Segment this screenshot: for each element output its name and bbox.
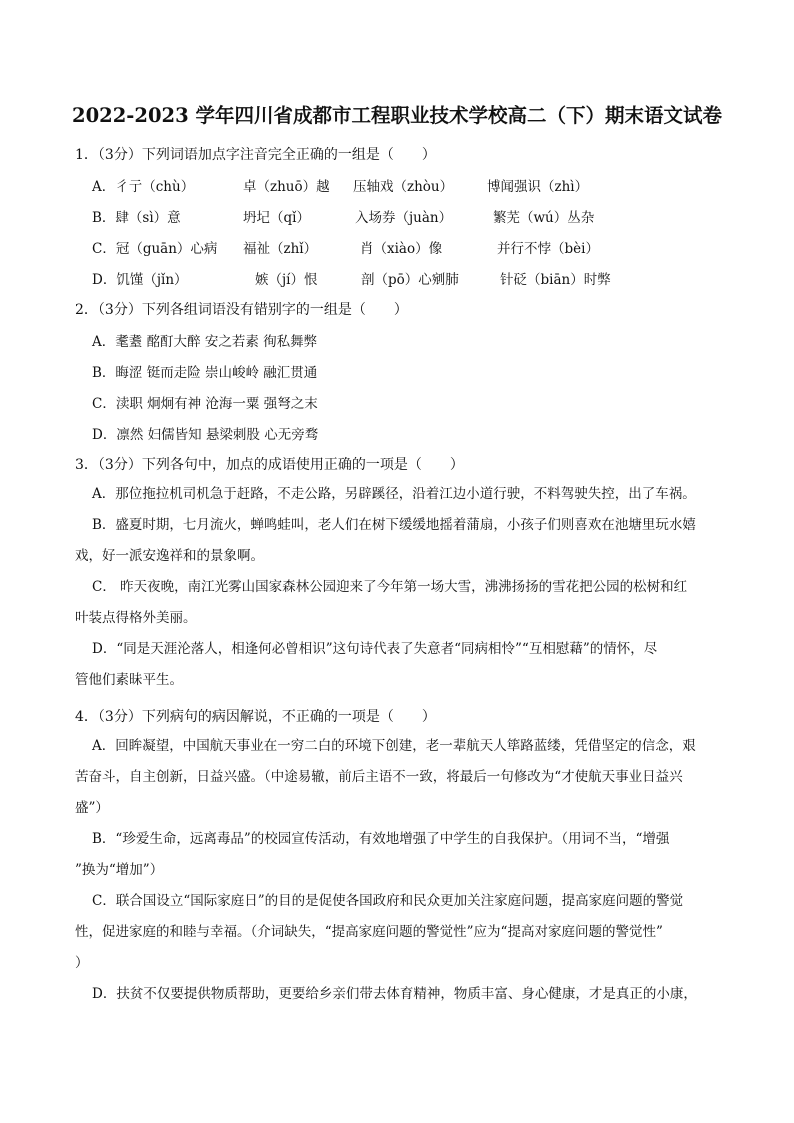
q2-option-d: D．凛然 妇儒皆知 悬梁刺股 心无旁骛 xyxy=(92,427,319,443)
q1-option-c-1: C．冠（guān）心病 xyxy=(92,241,218,257)
q1-option-a-3: 压轴戏（zhòu） xyxy=(353,179,454,195)
question-1-stem: 1．（3分）下列词语加点字注音完全正确的一组是（ ） xyxy=(75,147,436,163)
q2-option-c: C．渎职 炯炯有神 沧海一粟 强弩之末 xyxy=(92,396,318,412)
q1-option-b-1: B．肆（sì）意 xyxy=(92,210,181,226)
q1-option-d-1: D．饥馑（jǐn） xyxy=(92,272,188,288)
q4-option-c-line3: ） xyxy=(75,955,89,971)
q3-option-b-line1: B．盛夏时期，七月流火，蝉鸣蛙叫，老人们在树下缓缓地摇着蒲扇，小孩子们则喜欢在池塘里玩水嬉 xyxy=(92,517,696,533)
exam-title: 2022-2023 学年四川省成都市工程职业技术学校高二（下）期末语文试卷 xyxy=(72,104,722,127)
q2-option-a: A．耄耋 酩酊大醉 安之若素 徇私舞弊 xyxy=(92,334,318,350)
q4-option-a-line1: A．回眸凝望，中国航天事业在一穷二白的环境下创建，老一辈航天人筚路蓝缕，凭借坚定的信念，艰 xyxy=(92,738,696,754)
q1-option-a-4: 博闻强识（zhì） xyxy=(487,179,589,195)
q4-option-c-line2: 性，促进家庭的和睦与幸福。（介词缺失，“提高家庭问题的警觉性”应为“提高对家庭问题的警觉性” xyxy=(75,924,663,940)
q1-option-a-2: 卓（zhuō）越 xyxy=(243,179,330,195)
question-3-stem: 3．（3分）下列各句中，加点的成语使用正确的一项是（ ） xyxy=(75,457,464,473)
q3-option-d-line1: D．“同是天涯沦落人，相逢何必曾相识”这句诗代表了失意者“同病相怜”“互相慰藉”的情怀，尽 xyxy=(92,641,658,657)
q4-option-a-line2: 苦奋斗，自主创新，日益兴盛。（中途易辙，前后主语不一致，将最后一句修改为“才使航天事业日益兴 xyxy=(75,769,683,785)
q1-option-a-1: A．彳亍（chù） xyxy=(92,179,195,195)
q4-option-b-line1: B．“珍爱生命，远离毒品”的校园宣传活动，有效地增强了中学生的自我保护。（用词不当，“增强 xyxy=(92,831,670,847)
q1-option-d-4: 针砭（biān）时弊 xyxy=(500,272,611,288)
question-2-stem: 2．（3分）下列各组词语没有错别字的一组是（ ） xyxy=(75,302,408,318)
q1-option-c-4: 并行不悖（bèi） xyxy=(497,241,599,257)
q4-options xyxy=(75,731,720,1010)
q1-option-c-3: 肖（xiào）像 xyxy=(360,241,443,257)
question-4-stem: 4．（3分）下列病句的病因解说，不正确的一项是（ ） xyxy=(75,709,436,725)
q3-option-c-line2: 叶装点得格外美丽。 xyxy=(75,610,197,626)
q4-option-c-line1: C．联合国设立“国际家庭日”的目的是促使各国政府和民众更加关注家庭问题，提高家庭问题的警觉 xyxy=(92,893,684,909)
q1-option-b-2: 坍圮（qǐ） xyxy=(243,210,310,226)
q1-option-b-4: 繁芜（wú）丛杂 xyxy=(493,210,595,226)
q1-option-d-3: 剖（pō）心剜肺 xyxy=(361,272,459,288)
q4-option-b-line2: ”换为“增加”） xyxy=(75,862,164,878)
q1-option-b-3: 入场券（juàn） xyxy=(355,210,453,226)
q1-option-d-2: 嫉（jí）恨 xyxy=(255,272,318,288)
q3-option-b-line2: 戏，好一派安逸祥和的景象啊。 xyxy=(75,548,264,564)
q2-option-b: B．晦涩 铤而走险 崇山峻岭 融汇贯通 xyxy=(92,365,318,381)
q3-option-c-line1: C． 昨天夜晚，南江光雾山国家森林公园迎来了今年第一场大雪，沸沸扬扬的雪花把公园的松树和红 xyxy=(92,579,688,595)
q4-option-d-line1: D．扶贫不仅要提供物质帮助，更要给乡亲们带去体育精神，物质丰富、身心健康，才是真正的小康， xyxy=(92,986,697,1002)
q4-option-a-line3: 盛”） xyxy=(75,800,109,816)
q1-option-c-2: 福祉（zhǐ） xyxy=(243,241,318,257)
q3-option-d-line2: 管他们素昧平生。 xyxy=(75,672,183,688)
q3-option-a: A．那位拖拉机司机急于赶路，不走公路，另辟蹊径，沿着江边小道行驶，不料驾驶失控，出了车祸。 xyxy=(92,486,696,502)
q3-options xyxy=(75,479,720,696)
